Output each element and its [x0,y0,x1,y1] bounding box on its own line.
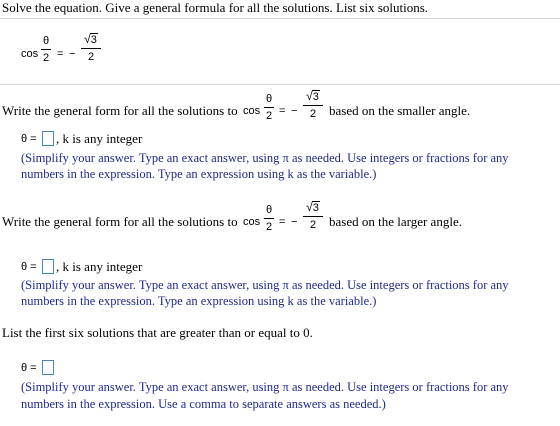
sqrt-3 [84,33,98,46]
part1-answer-input[interactable] [42,131,54,146]
equals-sign: = [57,48,64,60]
radicand: 3 [312,202,319,214]
fraction-bar [264,218,274,219]
part3-theta-equals: θ = [21,362,37,374]
frac-denominator: 2 [265,110,273,122]
part1-minus-sign: − [291,105,298,117]
part2-prompt-prefix: Write the general form for all the solutions to [2,214,238,229]
radical-icon: √ [306,200,313,214]
part2-sqrt3-over-2 [303,201,323,231]
part2-equals-sign: = [279,216,286,228]
radical-icon: √ [84,32,91,46]
part2-theta-equals: θ = [21,261,37,273]
frac-numerator: θ [265,93,273,105]
part1-k-text: , k is any integer [56,131,143,146]
fraction-bar [41,49,51,50]
part2-minus-sign: − [291,216,298,228]
frac-denominator: 2 [309,219,317,231]
part2-hint-line2: numbers in the expression. Type an expression using k as the variable.) [21,294,377,308]
part1-hint-line1: (Simplify your answer. Type an exact answer, using π as needed. Use integers or fractions for any [21,151,509,165]
part3-hint-line1: (Simplify your answer. Type an exact answer, using π as needed. Use integers or fractions for any [21,380,509,394]
fraction-bar [303,216,323,217]
part2-k-text: , k is any integer [56,259,143,274]
fraction-bar [264,107,274,108]
part1-prompt-prefix: Write the general form for all the solutions to [2,103,238,118]
theta-over-2 [41,35,51,64]
minus-sign: − [69,48,76,60]
sqrt3-over-2 [81,33,101,63]
part3-prompt: List the first six solutions that are greater than or equal to 0. [2,325,313,340]
part2-hint-line1: (Simplify your answer. Type an exact answer, using π as needed. Use integers or fractions for any [21,278,509,292]
part2-theta-over-2 [264,204,274,233]
fraction-bar [303,105,323,106]
frac-denominator: 2 [42,52,50,64]
part1-hint-line2: numbers in the expression. Type an expression using k as the variable.) [21,167,377,181]
part1-sqrt3-over-2 [303,90,323,120]
instruction-text: Solve the equation. Give a general formula for all the solutions. List six solutions. [2,0,429,15]
part1-equals-sign: = [279,105,286,117]
part1-theta-over-2 [264,93,274,122]
part3-hint-line2: numbers in the expression. Use a comma to separate answers as needed.) [21,397,386,411]
part1-theta-equals: θ = [21,133,37,145]
header-divider [0,18,560,19]
frac-denominator: 2 [87,51,95,63]
frac-numerator: θ [265,204,273,216]
frac-numerator: θ [42,35,50,47]
frac-denominator: 2 [265,221,273,233]
part2-cos-label: cos [243,216,261,228]
equation-divider [0,84,560,85]
part2-answer-input[interactable] [42,259,54,274]
sqrt-3 [306,90,320,103]
part1-cos-label: cos [243,105,261,117]
radical-icon: √ [306,89,313,103]
part2-prompt-suffix: based on the larger angle. [329,214,462,229]
frac-denominator: 2 [309,108,317,120]
cos-label: cos [21,48,39,60]
sqrt-3 [306,201,320,214]
part1-prompt-suffix: based on the smaller angle. [329,103,471,118]
radicand: 3 [312,91,319,103]
part3-answer-input[interactable] [42,360,54,375]
fraction-bar [81,48,101,49]
radicand: 3 [90,34,97,46]
